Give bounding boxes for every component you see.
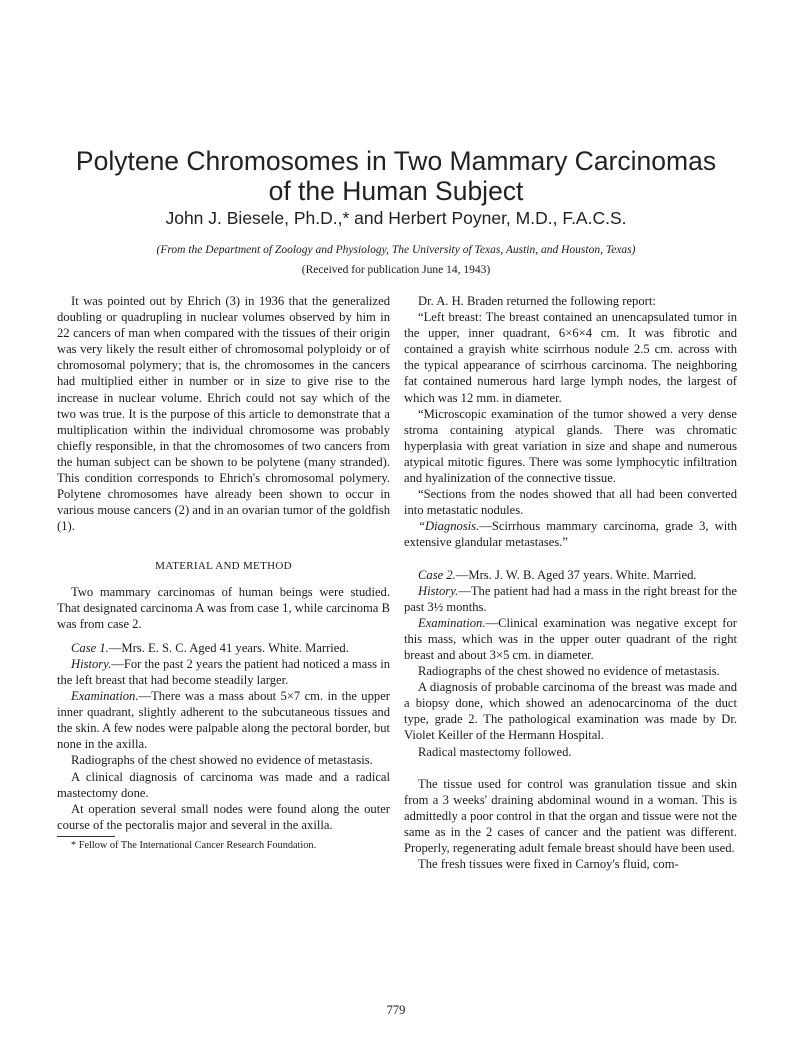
history-label: History. [71, 656, 112, 671]
exam-paragraph [57, 688, 390, 752]
radiographs2-paragraph: Radiographs of the chest showed no evidence of metastasis. [418, 664, 720, 679]
section-heading: MATERIAL AND METHOD [155, 560, 292, 573]
affiliation: (From the Department of Zoology and Physiology, The University of Texas, Austin, and Houston, Texas) [156, 244, 636, 256]
case1-paragraph [57, 640, 390, 656]
exam2-paragraph [404, 615, 737, 663]
left-column [57, 293, 390, 852]
exam-label: Examination. [71, 689, 139, 704]
diagnosis-paragraph: A clinical diagnosis of carcinoma was made and a radical mastectomy done. [57, 769, 390, 800]
left-breast-paragraph: “Left breast: The breast contained an unencapsulated tumor in the upper, inner quadrant, 6×6×4 cm. It was fibrotic and contained a grayish white scirrhous nodule 2.5 cm. across with the typical appearance of scirrhous carcinoma. The neighboring fat contained numerous hard large lymph nodes, the largest of which was 12 mm. in diameter. [404, 310, 737, 405]
material-paragraph: Two mammary carcinomas of human beings were studied. That designated carcinoma A was from case 1, while carcinoma B was from case 2. [57, 584, 390, 631]
case2-text: —Mrs. J. W. B. Aged 37 years. White. Married. [455, 567, 697, 582]
radiographs-paragraph: Radiographs of the chest showed no evidence of metastasis. [71, 753, 373, 768]
operation-paragraph: At operation several small nodes were found along the outer course of the pectoralis major and several in the axilla. [57, 801, 390, 832]
title-line-2: of the Human Subject [268, 176, 524, 206]
footnote-rule [57, 836, 115, 837]
diagnosis1-text: —Scirrhous mammary carcinoma, grade 3, with extensive glandular metastases.” [404, 519, 737, 550]
history-paragraph [57, 656, 390, 688]
footnote: * Fellow of The International Cancer Research Foundation. [71, 839, 317, 851]
sections-paragraph: “Sections from the nodes showed that all had been converted into metastatic nodules. [404, 487, 737, 518]
history2-label: History. [418, 583, 459, 598]
history2-paragraph [404, 583, 737, 615]
fixed-paragraph: The fresh tissues were fixed in Carnoy's fluid, com- [418, 857, 679, 872]
history-text: —For the past 2 years the patient had noticed a mass in the left breast that had become steadily larger. [57, 656, 390, 687]
biopsy-paragraph: A diagnosis of probable carcinoma of the breast was made and a biopsy done, which showed an adenocarcinoma of the duct type, grade 2. The pathological examination was made by Dr. Violet Keiller of the Hermann Hospital. [404, 680, 737, 743]
microscopic-paragraph: “Microscopic examination of the tumor showed a very dense stroma containing atypical glands. There was chromatic hyperplasia with great variation in size and shape and numerous atypical mitotic figures. There was some lymphocytic infiltration and hyalinization of the connective tissue. [404, 406, 737, 486]
radical-paragraph: Radical mastectomy followed. [418, 744, 572, 759]
author-line: John J. Biesele, Ph.D.,* and Herbert Poyner, M.D., F.A.C.S. [165, 208, 627, 228]
exam2-label: Examination. [418, 615, 486, 630]
title-line-1: Polytene Chromosomes in Two Mammary Carcinomas [75, 146, 717, 176]
case2-paragraph [404, 567, 737, 583]
page-number: 779 [386, 1003, 406, 1017]
braden-paragraph: Dr. A. H. Braden returned the following report: [418, 294, 656, 308]
article-title [40, 146, 752, 206]
received-date: (Received for publication June 14, 1943) [301, 264, 491, 276]
diagnosis1-paragraph [404, 518, 737, 550]
history2-text: —The patient had had a mass in the right breast for the past 3½ months. [404, 583, 737, 614]
diagnosis1-label: “Diagnosis. [418, 519, 480, 534]
case1-text: —Mrs. E. S. C. Aged 41 years. White. Married. [108, 640, 349, 655]
right-column [404, 293, 737, 872]
case1-label: Case 1. [71, 640, 109, 655]
case2-label: Case 2. [418, 567, 456, 582]
intro-paragraph: It was pointed out by Ehrich (3) in 1936 that the generalized doubling or quadrupling in nuclear volumes observed by him in 22 cancers of man when compared with the tissues of their origin was very likely the result either of chromosomal polyploidy or of chromosomal polymery; that is, the chromosomes in the cancers had multiplied either in number or in size to give rise to the increase in nuclear volume. Ehrich could not say which of the two was true. It is the purpose of this article to demonstrate that a multiplication within the individual chromosome was probably chiefly responsible, in that the chromosomes of two cancers from the human subject can be shown to be polytene (many stranded). This condition corresponds to Ehrich's chromosomal polymery. Polytene chromosomes have already been shown to occur in various mouse cancers (2) and in an ovarian tumor of the goldfish (1). [57, 294, 390, 534]
exam-text: —There was a mass about 5×7 cm. in the upper inner quadrant, slightly adherent to the subcutaneous tissues and the skin. A few nodes were palpable along the pectoral border, but none in the axilla. [57, 689, 390, 752]
exam2-text: —Clinical examination was negative except for this mass, which was in the upper outer quadrant of the right breast and about 3×5 cm. in diameter. [404, 615, 737, 662]
control-paragraph: The tissue used for control was granulation tissue and skin from a 3 weeks' draining abdominal wound in a woman. This is admittedly a poor control in that the organ and tissue were not the same as in the 2 cases of cancer and the patient was different. Properly, regenerating adult female breast should have been used. [404, 776, 737, 855]
